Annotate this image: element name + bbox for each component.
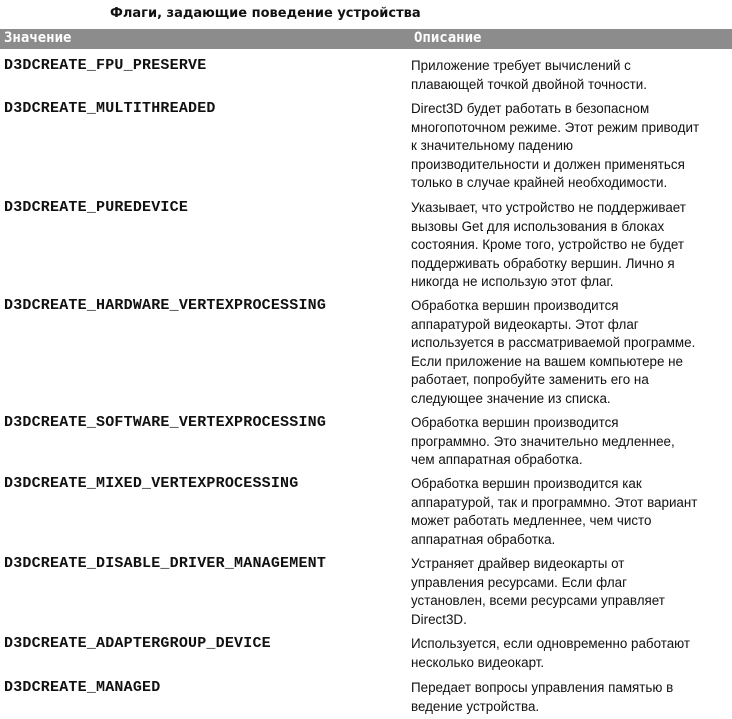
table-caption: Флаги, задающие поведение устройства [110, 6, 421, 21]
flag-description: Приложение требует вычислений с плавающей точкой двойной точности. [411, 58, 647, 92]
flag-description: Обработка вершин производится программно. Это значительно медленнее, чем аппаратная обработка. [411, 415, 675, 467]
table-header [0, 29, 732, 49]
flag-name: D3DCREATE_HARDWARE_VERTEXPROCESSING [4, 297, 327, 314]
flag-name: D3DCREATE_DISABLE_DRIVER_MANAGEMENT [4, 555, 327, 572]
flag-name: D3DCREATE_MIXED_VERTEXPROCESSING [4, 475, 299, 492]
column-header-description: Описание [414, 30, 482, 46]
flag-description: Direct3D будет работать в безопасном многопоточном режиме. Этот режим приводит к значительному падению производительности и должен применяться только в случае крайней необходимости. [411, 101, 700, 190]
flag-name: D3DCREATE_MULTITHREADED [4, 100, 216, 117]
flag-name: D3DCREATE_PUREDEVICE [4, 199, 189, 216]
flag-name: D3DCREATE_ADAPTERGROUP_DEVICE [4, 635, 271, 652]
flag-description: Обработка вершин производится аппаратурой видеокарты. Этот флаг используется в рассматриваемой программе. Если приложение на вашем компьютере не работает, попробуйте заменить его на следующее значение из списка. [411, 298, 696, 406]
flag-description: Устраняет драйвер видеокарты от управления ресурсами. Если флаг установлен, всеми ресурсами управляет Direct3D. [411, 556, 665, 627]
column-header-value: Значение [4, 30, 72, 46]
flag-name: D3DCREATE_FPU_PRESERVE [4, 57, 207, 74]
flag-description: Обработка вершин производится как аппаратурой, так и программно. Этот вариант может работать медленнее, чем чисто аппаратная обработка. [411, 476, 698, 547]
flag-description: Передает вопросы управления памятью в ведение устройства. [411, 680, 674, 714]
flag-name: D3DCREATE_SOFTWARE_VERTEXPROCESSING [4, 414, 327, 431]
flag-description: Указывает, что устройство не поддерживает вызовы Get для использования в блоках состояния. Кроме того, устройство не будет поддерживать обработку вершин. Лично я никогда не использую этот флаг. [411, 200, 686, 289]
flag-description: Используется, если одновременно работают несколько видеокарт. [411, 636, 691, 670]
flag-name: D3DCREATE_MANAGED [4, 679, 161, 696]
